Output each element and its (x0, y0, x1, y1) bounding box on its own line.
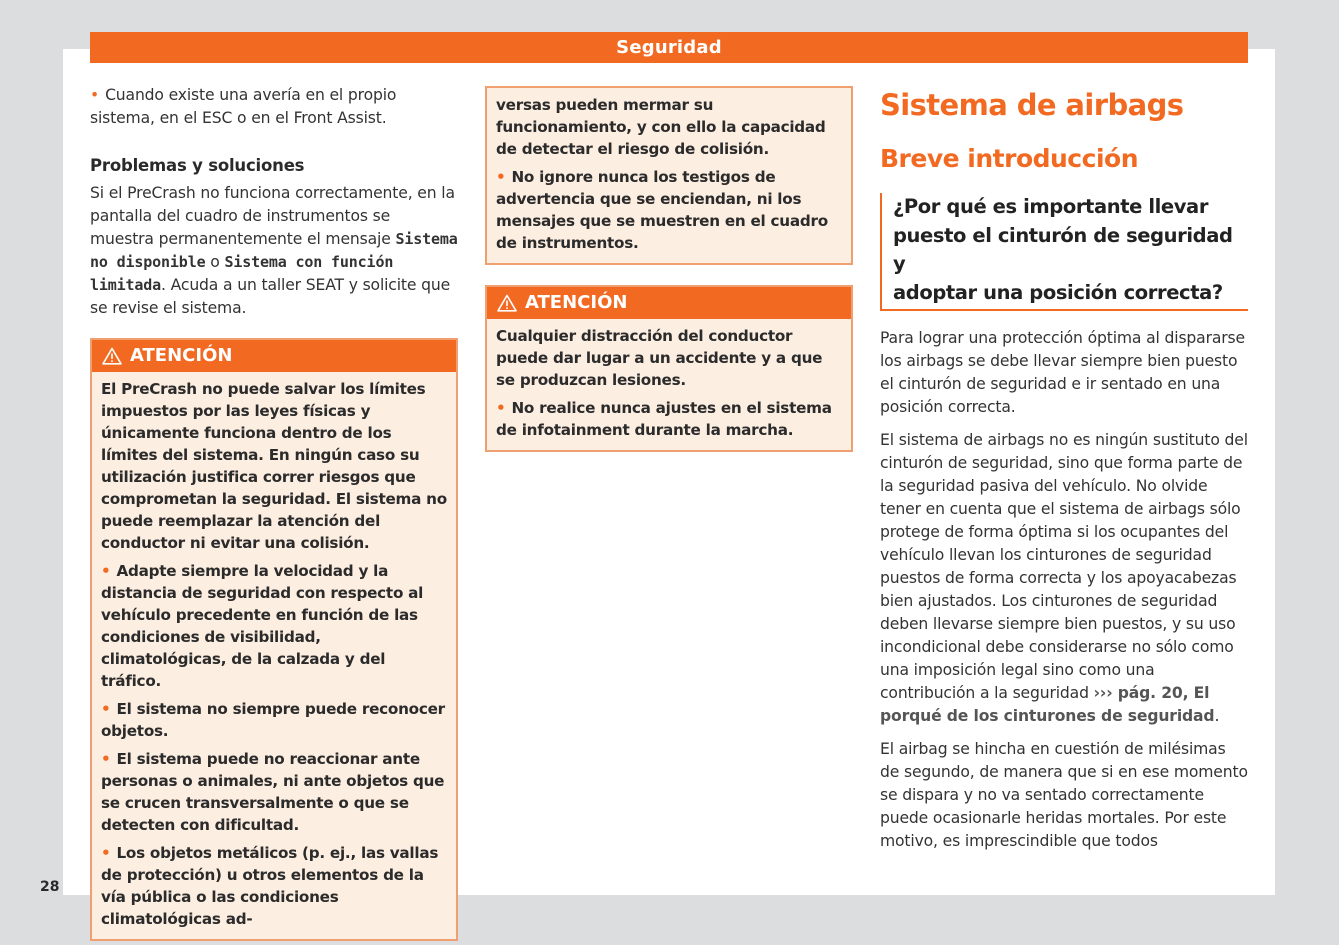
paragraph-inflation: El airbag se hincha en cuestión de milésimas de segundo, de manera que si en ese momento se dispara y no va sentado correctamente puede ocasionarle heridas mortales. Por este motivo, es imprescindible que todos (880, 740, 1248, 850)
subsection-heading: ¿Por qué es importante llevar puesto el cinturón de seguridad y adoptar una posición correcta? (880, 193, 1248, 311)
message-unavailable: Sistema no disponible (90, 230, 458, 271)
warning-title: ATENCIÓN (525, 292, 628, 313)
column-middle (485, 86, 853, 452)
warning-bullet: • El sistema no siempre puede reconocer objetos. (101, 698, 447, 742)
warning-body (487, 319, 851, 450)
paragraph-intro: Para lograr una protección óptima al dispararse los airbags se debe llevar siempre bien puesto el cinturón de seguridad e ir sentado en una posición correcta. (880, 329, 1245, 416)
warning-body (92, 372, 456, 939)
warning-triangle-icon (102, 347, 122, 365)
page-reference-link[interactable]: ››› pág. 20, El porqué de los cinturones de seguridad (880, 684, 1215, 725)
page-number: 28 (40, 879, 60, 895)
bullet-item: • Cuando existe una avería en el propio sistema, en el ESC o en el Front Assist. (90, 84, 458, 130)
section-title: Breve introducción (880, 144, 1138, 173)
message-limited: Sistema con función limitada (90, 253, 394, 294)
warning-header (487, 287, 851, 319)
paragraph-precrash: Si el PreCrash no funciona correctamente, en la pantalla del cuadro de instrumentos se muestra permanentemente el mensaje Sistema no disponible o Sistema con función limitada. Acuda a un taller SEAT y solicite que se revise el sistema. (90, 184, 458, 317)
warning-box (90, 338, 458, 941)
chapter-title: Sistema de airbags (880, 88, 1184, 122)
warning-box (485, 285, 853, 452)
warning-title: ATENCIÓN (130, 345, 233, 366)
warning-bullet: • No ignore nunca los testigos de advertencia que se enciendan, ni los mensajes que se muestren en el cuadro de instrumentos. (496, 166, 842, 254)
warning-bullet: • Los objetos metálicos (p. ej., las vallas de protección) u otros elementos de la vía pública o las condiciones climatológicas ad- (101, 842, 447, 930)
warning-header (92, 340, 456, 372)
warning-body (487, 88, 851, 263)
warning-bullet: • No realice nunca ajustes en el sistema de infotainment durante la marcha. (496, 397, 842, 441)
warning-box-continued (485, 86, 853, 265)
column-right (880, 84, 1248, 853)
warning-intro: Cualquier distracción del conductor puede dar lugar a un accidente y a que se produzcan lesiones. (496, 327, 823, 389)
warning-intro: El PreCrash no puede salvar los límites impuestos por las leyes físicas y únicamente funciona dentro de los límites del sistema. En ningún caso su utilización justifica correr riesgos que comprometan la seguridad. El sistema no puede reemplazar la atención del conductor ni evitar una colisión. (101, 380, 447, 552)
section-header: Seguridad (90, 32, 1248, 63)
warning-bullet: • El sistema puede no reaccionar ante personas o animales, ni ante objetos que se crucen transversalmente o que se detecten con dificultad. (101, 748, 447, 836)
paragraph-airbag-system: El sistema de airbags no es ningún sustituto del cinturón de seguridad, sino que forma parte de la seguridad pasiva del vehículo. No olvide tener en cuenta que el sistema de airbags sólo protege de forma óptima si los ocupantes del vehículo llevan los cinturones de seguridad puestos de forma correcta y los apoyacabezas bien ajustados. Los cinturones de seguridad deben llevarse siempre bien puestos, y su uso incondicional debe considerarse no sólo como una imposición legal sino como una contribución a la seguridad ››› pág. 20, El porqué de los cinturones de seguridad. (880, 431, 1248, 725)
subheading-problems: Problemas y soluciones (90, 156, 305, 175)
warning-continuation: versas pueden mermar su funcionamiento, y con ello la capacidad de detectar el riesgo de colisión. (496, 96, 826, 158)
column-left (90, 84, 458, 941)
warning-bullet: • Adapte siempre la velocidad y la distancia de seguridad con respecto al vehículo precedente en función de las condiciones de visibilidad, climatológicas, de la calzada y del tráfico. (101, 560, 447, 692)
warning-triangle-icon (497, 294, 517, 312)
